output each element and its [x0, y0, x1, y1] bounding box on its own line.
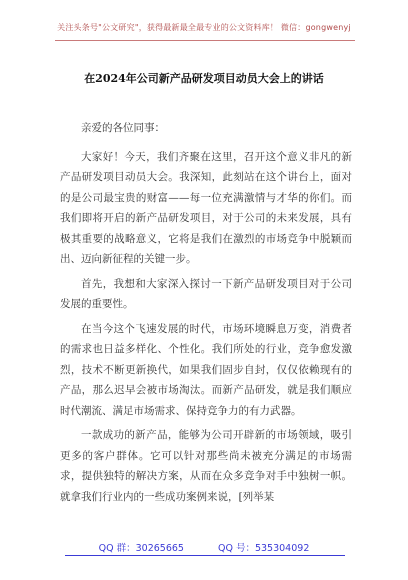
salutation: 亲爱的各位同事： — [81, 122, 165, 134]
paragraph: 首先，我想和大家深入探讨一下新产品研发项目对于公司发展的重要性。 — [60, 277, 352, 310]
footer-contact — [0, 540, 408, 554]
paragraph: 一款成功的新产品，能够为公司开辟新的市场领域，吸引更多的客户群体。它可以针对那些尚未被充分满足的市场需求，提供独特的解决方案，从而在众多竞争对手中独树一帜。就拿我们行业内的一些成功案例来说，[列举某 — [60, 429, 352, 503]
paragraph: 大家好！今天，我们齐聚在这里，召开这个意义非凡的新产品研发项目动员大会。我深知，此刻站在这个讲台上，面对的是公司最宝贵的财富——每一位充满激情与才华的你们。而我们即将开启的新产品研发项目，对于公司的未来发展，具有极其重要的战略意义，它将是我们在激烈的市场竞争中脱颖而出、迈向新征程的关键一步。 — [60, 150, 352, 265]
footer-divider — [65, 555, 345, 556]
header-banner: 关注头条号"公文研究"，获得最新最全最专业的公文资料库！ 微信：gongwenyj — [57, 23, 351, 32]
document-title: 在2024年公司新产品研发项目动员大会上的讲话 — [84, 72, 324, 85]
qq-number-label: QQ 号：535304092 — [217, 543, 310, 554]
qq-group-label: QQ 群：30265665 — [98, 543, 184, 554]
paragraph: 在当今这个飞速发展的时代，市场环境瞬息万变，消费者的需求也日益多样化、个性化。我们所处的行业，竞争愈发激烈，技术不断更新换代，如果我们固步自封，仅仅依赖现有的产品，那么迟早会被市场淘汰。而新产品研发，就是我们顺应时代潮流、满足市场需求、保持竞争力的有力武器。 — [60, 322, 352, 417]
header-divider — [55, 40, 355, 41]
document-body — [60, 118, 352, 507]
